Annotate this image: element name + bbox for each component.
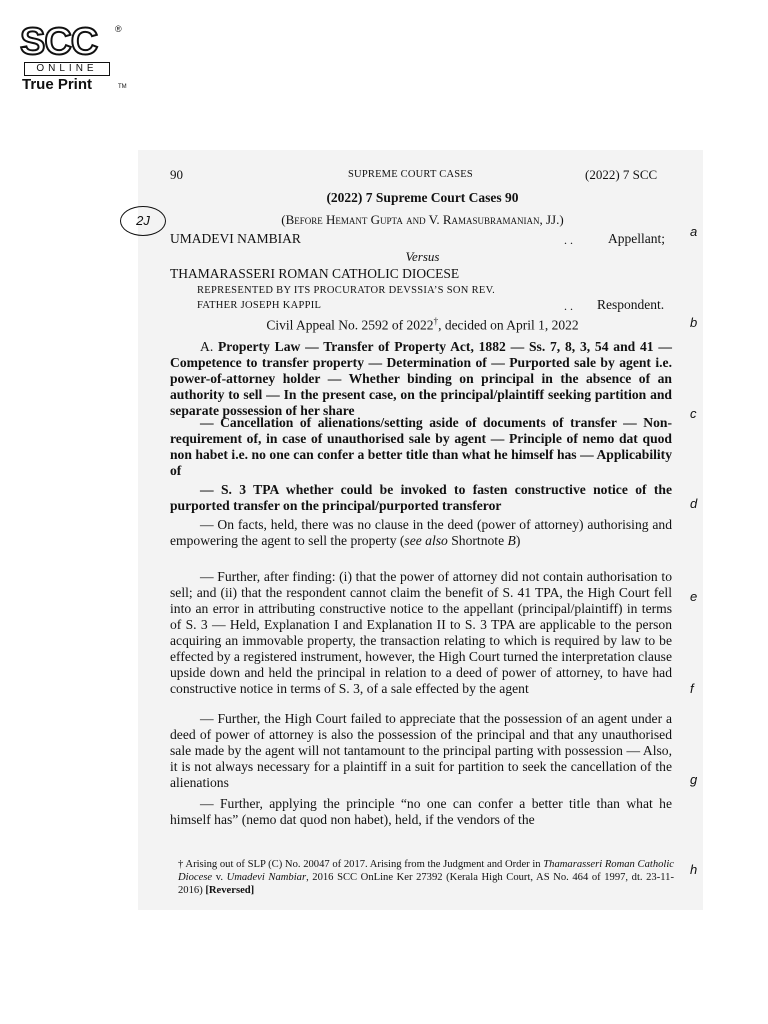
logo-online: ONLINE xyxy=(24,62,110,76)
versus: Versus xyxy=(405,249,440,264)
header-citation: (2022) 7 SCC xyxy=(585,167,658,182)
footnote-v: v. xyxy=(212,872,227,883)
see-also: see also xyxy=(404,533,448,548)
registered-mark: ® xyxy=(115,24,122,34)
respondent-name: THAMARASSERI ROMAN CATHOLIC DIOCESE xyxy=(170,266,460,281)
appeal-line xyxy=(140,316,705,334)
headnote-para-1-text: Property Law — Transfer of Property Act, 1882 — Ss. 7, 8, 3, 54 and 41 — Competence to transfer property — Determination of — Purported sale by agent i.e. power-of-attorney holder — Whether binding on principal in the absence of an authority to sell — In the present case, on the principal/plaintiff seeking partition and separate possession of her share xyxy=(170,339,672,418)
footnote-reversed: [Reversed] xyxy=(205,885,255,896)
shortnote-ref: B xyxy=(507,533,516,548)
margin-letter-g: g xyxy=(690,772,698,787)
footnote xyxy=(178,858,674,897)
case-title: (2022) 7 Supreme Court Cases 90 xyxy=(326,190,519,205)
appeal-decided: , decided on April 1, 2022 xyxy=(438,317,579,333)
page-number: 90 xyxy=(170,167,183,182)
footnote-citation: , 2016 SCC OnLine Ker 27392 (Kerala High Court, AS No. 464 of 1997, dt. 23-11-2016) xyxy=(178,872,674,896)
footnote-text: Arising out of SLP (C) No. 20047 of 2017. Arising from the Judgment and Order in xyxy=(183,859,544,870)
headnote-para-3: — S. 3 TPA whether could be invoked to fasten constructive notice of the purported transfer on the principal/purported transferor xyxy=(170,482,672,513)
footnote-mark: † xyxy=(178,859,184,870)
headnote-para-1 xyxy=(170,339,672,419)
margin-letter-c: c xyxy=(690,406,697,421)
margin-letter-d: d xyxy=(690,496,698,511)
shortnote-label: Shortnote xyxy=(447,533,508,548)
respondent-dots: . . xyxy=(564,299,573,313)
scc-online-logo xyxy=(14,21,127,97)
bench-oval-mark: 2J xyxy=(120,206,166,236)
headnote-para-7: — Further, applying the principle “no one can confer a better title than what he himself has” (nemo dat quod non habet), held, if the vendors of the xyxy=(170,796,672,827)
logo-true-print: True Print xyxy=(22,76,93,93)
headnote-para-4-text: — On facts, held, there was no clause in the deed (power of attorney) authorising and empowering the agent to sell the property ( xyxy=(170,517,672,548)
margin-letter-f: f xyxy=(690,681,694,696)
margin-letter-e: e xyxy=(690,589,698,604)
margin-letter-a: a xyxy=(690,224,698,239)
closing-paren: ) xyxy=(515,533,521,548)
running-header: SUPREME COURT CASES xyxy=(348,169,473,180)
logo-brand: SCC xyxy=(20,21,98,63)
headnote-para-1-lead: A. xyxy=(200,339,218,354)
headnote-para-5: — Further, after finding: (i) that the power of attorney did not contain authorisation to sell; and (ii) that the respondent cannot claim the benefit of S. 41 TPA, the High Court fell into an error in attributing constructive notice to the appellant (principal/plaintiff) in terms of S. 3 — Held, Explanation I and Explanation II to S. 3 TPA are applicable to the person acquiring an immovable property, the transaction relating to which is required by law to be effected by a registered instrument, however, the High Court turned the interpretation clause upside down and held the principal in relation to a deed of power of attorney, to have had constructive notice in terms of S. 3, of a sale effected by the agent xyxy=(170,569,672,696)
headnote-para-4 xyxy=(170,517,672,549)
appellant-name: UMADEVI NAMBIAR xyxy=(170,231,301,246)
footnote-case: Thamarasseri Roman Catholic Diocese xyxy=(178,859,674,883)
respondent-line-3: FATHER JOSEPH KAPPIL xyxy=(197,300,322,311)
appeal-number: Civil Appeal No. 2592 of 2022 xyxy=(266,317,434,333)
margin-letter-h: h xyxy=(690,862,698,877)
footnote-party: Umadevi Nambiar xyxy=(226,872,307,883)
appellant-dots: . . xyxy=(564,233,573,247)
appeal-dagger: † xyxy=(433,316,439,326)
respondent-role: Respondent. xyxy=(597,297,665,312)
headnote-para-2: — Cancellation of alienations/setting aside of documents of transfer — Non-requirement of, in case of unauthorised sale by agent — Principle of nemo dat quod non habet i.e. no one can confer a better title than what he himself has — Applicability of xyxy=(170,415,672,478)
respondent-line-2: REPRESENTED BY ITS PROCURATOR DEVSSIA’S SON REV. xyxy=(197,285,496,296)
margin-letter-b: b xyxy=(690,315,698,330)
bench-line: (Before Hemant Gupta and V. Ramasubramanian, JJ.) xyxy=(281,212,564,227)
appellant-role: Appellant; xyxy=(608,231,665,246)
headnote-para-6: — Further, the High Court failed to appreciate that the possession of an agent under a deed of power of attorney is also the possession of the principal and that any unauthorised sale made by the agent will not tantamount to the principal parting with possession — Also, it is not always necessary for a plaintiff in a suit for partition to seek the cancellation of the alienations xyxy=(170,711,672,790)
trademark-mark: TM xyxy=(118,84,127,90)
